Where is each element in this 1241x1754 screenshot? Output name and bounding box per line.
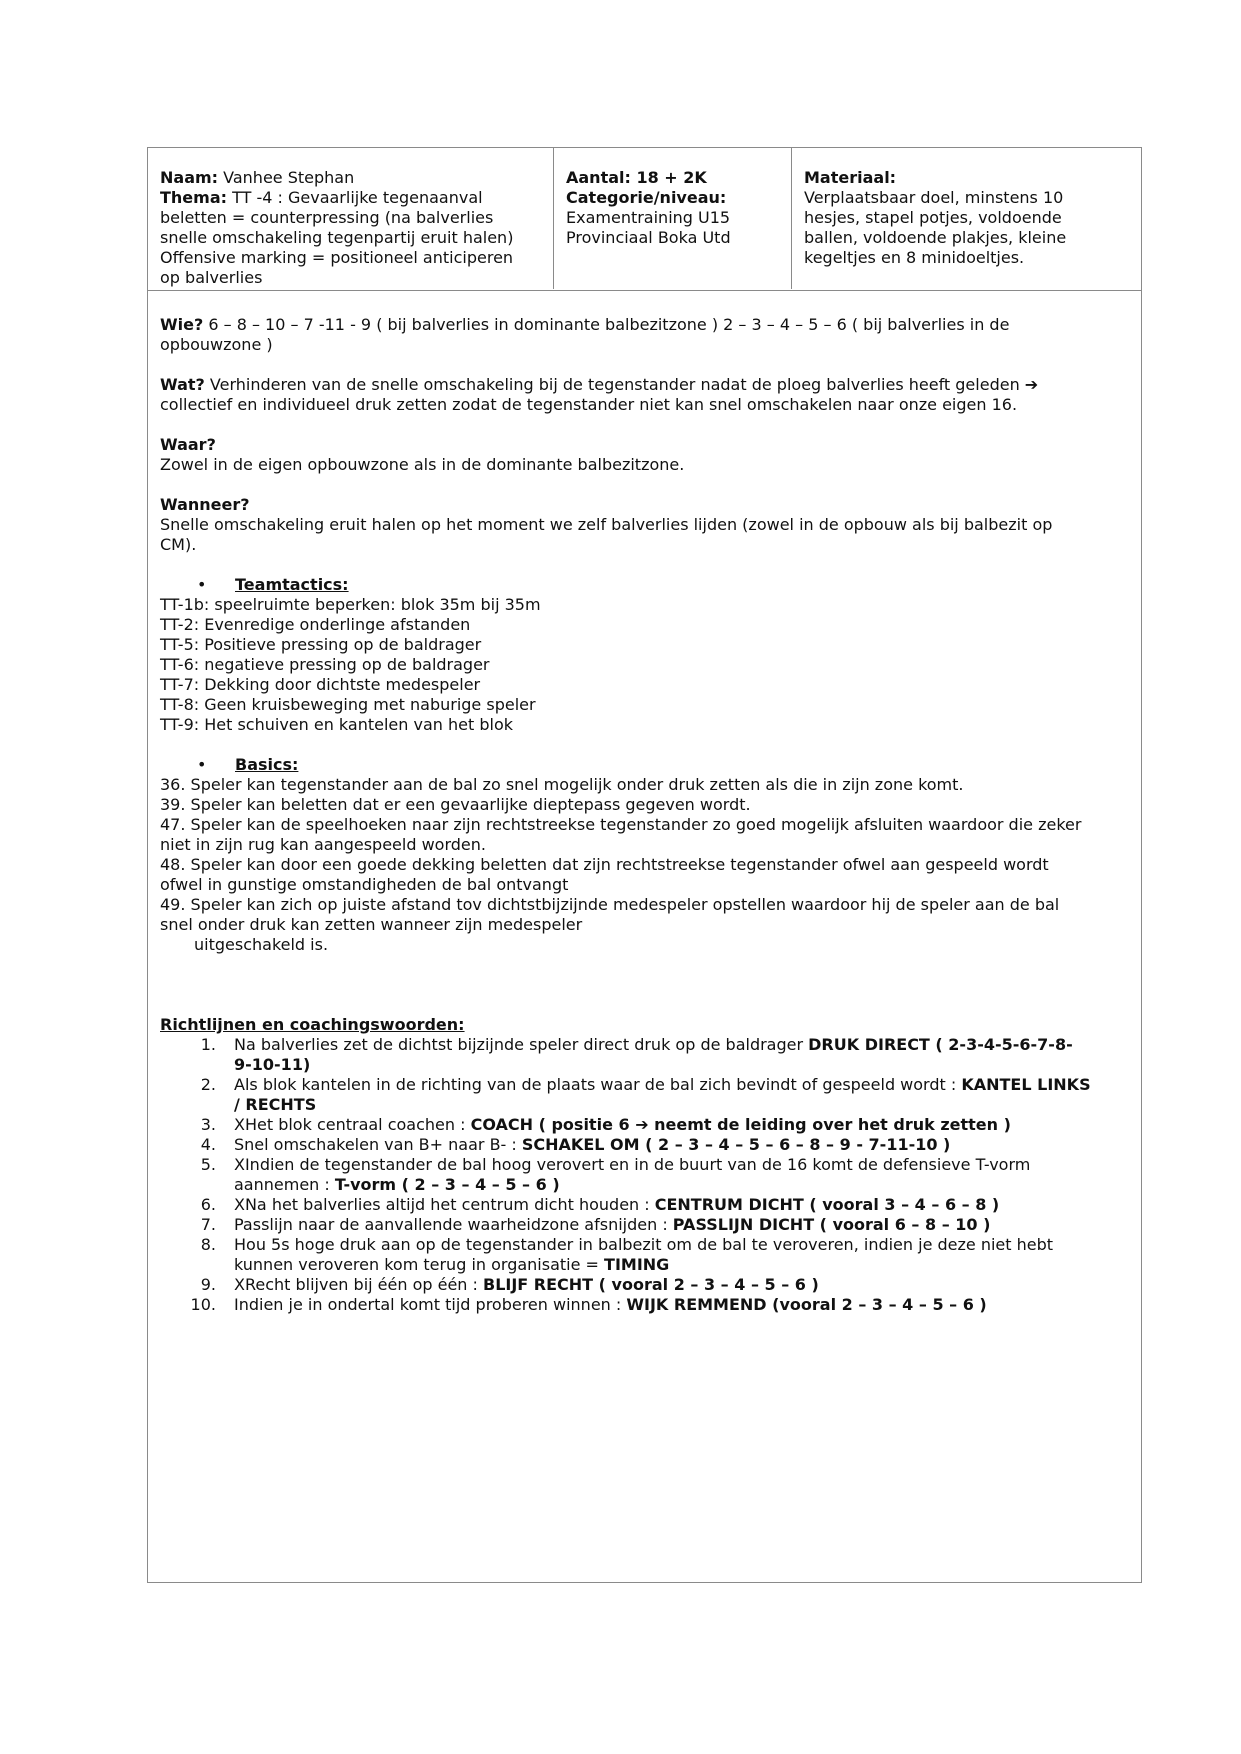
guideline-text: XRecht blijven bij één op één : <box>234 1275 483 1294</box>
bullet-icon: • <box>197 575 207 594</box>
coaching-word: T-vorm ( 2 – 3 – 4 – 5 – 6 ) <box>334 1175 560 1194</box>
guideline-text: Indien je in ondertal komt tijd proberen winnen : <box>234 1295 627 1314</box>
guideline-line <box>234 1075 1130 1095</box>
teamtactics-heading: • Teamtactics: <box>197 575 349 594</box>
guideline-number: 3. <box>200 1115 216 1134</box>
list-item: TT-2: Evenredige onderlinge afstanden <box>160 615 471 634</box>
guideline-text: XIndien de tegenstander de bal hoog verovert en in de buurt van de 16 komt de defensieve T-vorm <box>234 1155 1031 1174</box>
richtlijnen-section <box>160 1015 1130 1315</box>
guideline-number: 1. <box>200 1035 216 1054</box>
guideline-number: 5. <box>200 1155 216 1174</box>
header-col-naam-thema <box>148 148 554 289</box>
wanneer-section: Wanneer? Snelle omschakeling eruit halen op het moment we zelf balverlies lijden (zowel in de opbouw als bij balbezit op CM). <box>160 495 1053 554</box>
guideline-number: 7. <box>200 1215 216 1234</box>
categorie-value: Examentraining U15 <box>566 208 731 227</box>
guideline-item <box>160 1215 1130 1235</box>
naam-line: Naam: Vanhee Stephan <box>160 168 355 187</box>
list-item: 47. Speler kan de speelhoeken naar zijn rechtstreekse tegenstander zo goed mogelijk afsluiten waardoor die zeker <box>160 815 1082 834</box>
coaching-word: BLIJF RECHT ( vooral 2 – 3 – 4 – 5 – 6 ) <box>483 1275 819 1294</box>
form-body <box>160 315 1130 1315</box>
categorie-value: Provinciaal Boka Utd <box>566 228 731 247</box>
coaching-word: PASSLIJN DICHT ( vooral 6 – 8 – 10 ) <box>672 1215 991 1234</box>
thema-line: op balverlies <box>160 268 263 287</box>
materiaal-line: kegeltjes en 8 minidoeltjes. <box>804 248 1025 267</box>
list-item: 49. Speler kan zich op juiste afstand tov dichtstbijzijnde medespeler opstellen waardoor hij de speler aan de bal <box>160 895 1060 914</box>
coaching-word: KANTEL LINKS <box>961 1075 1091 1094</box>
guideline-item <box>160 1115 1130 1135</box>
guideline-number: 10. <box>190 1295 216 1314</box>
materiaal-line: Verplaatsbaar doel, minstens 10 <box>804 188 1064 207</box>
thema-line: Thema: TT -4 : Gevaarlijke tegenaanval <box>160 188 483 207</box>
list-item: TT-5: Positieve pressing op de baldrager <box>160 635 482 654</box>
header-col-aantal <box>554 148 792 289</box>
guideline-item <box>160 1235 1130 1275</box>
categorie-line: Categorie/niveau: <box>566 188 727 207</box>
guideline-number: 2. <box>200 1075 216 1094</box>
guideline-line <box>234 1035 1130 1055</box>
guideline-line <box>234 1175 1130 1195</box>
guideline-text: Hou 5s hoge druk aan op de tegenstander in balbezit om de bal te veroveren, indien je deze niet hebt <box>234 1235 1054 1254</box>
guidelines-list <box>160 1035 1130 1315</box>
guideline-number: 4. <box>200 1135 216 1154</box>
materiaal-label: Materiaal: <box>804 168 897 187</box>
guideline-line <box>234 1195 1130 1215</box>
guideline-text: kunnen veroveren kom terug in organisatie = <box>234 1255 605 1274</box>
coaching-word: TIMING <box>604 1255 670 1274</box>
list-item: TT-6: negatieve pressing op de baldrager <box>160 655 490 674</box>
guideline-item <box>160 1275 1130 1295</box>
guideline-number: 6. <box>200 1195 216 1214</box>
guideline-item <box>160 1035 1130 1075</box>
list-item: niet in zijn rug kan aangespeeld worden. <box>160 835 486 854</box>
training-form <box>147 147 1142 1583</box>
guideline-line <box>234 1235 1130 1255</box>
guideline-line <box>234 1255 1130 1275</box>
coaching-word: SCHAKEL OM ( 2 – 3 – 4 – 5 – 6 – 8 – 9 - 7-11-10 ) <box>521 1135 951 1154</box>
coaching-word: / RECHTS <box>234 1095 317 1114</box>
list-item: ofwel in gunstige omstandigheden de bal ontvangt <box>160 875 569 894</box>
aantal-line: Aantal: 18 + 2K <box>566 168 707 187</box>
guideline-line <box>234 1055 1130 1075</box>
coaching-word: DRUK DIRECT ( 2-3-4-5-6-7-8- <box>808 1035 1073 1054</box>
guideline-item <box>160 1135 1130 1155</box>
richtlijnen-heading: Richtlijnen en coachingswoorden: <box>160 1015 465 1034</box>
guideline-text: XNa het balverlies altijd het centrum dicht houden : <box>234 1195 655 1214</box>
guideline-line <box>234 1295 1130 1315</box>
list-item: TT-1b: speelruimte beperken: blok 35m bij 35m <box>160 595 541 614</box>
guideline-text: XHet blok centraal coachen : <box>234 1115 471 1134</box>
wie-section: Wie? 6 – 8 – 10 – 7 -11 - 9 ( bij balverlies in dominante balbezitzone ) 2 – 3 – 4 – 5 – 6 ( bij balverlies in de opbouwzone ) <box>160 315 1010 354</box>
coaching-word: 9-10-11) <box>234 1055 311 1074</box>
guideline-line <box>234 1215 1130 1235</box>
list-item: 48. Speler kan door een goede dekking beletten dat zijn rechtstreekse tegenstander ofwel aan gespeeld wordt <box>160 855 1049 874</box>
guideline-text: Na balverlies zet de dichtst bijzijnde speler direct druk op de baldrager <box>234 1035 809 1054</box>
list-item: 36. Speler kan tegenstander aan de bal zo snel mogelijk onder druk zetten als die in zijn zone komt. <box>160 775 964 794</box>
waar-section: Waar? Zowel in de eigen opbouwzone als in de dominante balbezitzone. <box>160 435 685 474</box>
list-item: 39. Speler kan beletten dat er een gevaarlijke dieptepass gegeven wordt. <box>160 795 751 814</box>
header-col-materiaal <box>792 148 1141 289</box>
guideline-text: Als blok kantelen in de richting van de plaats waar de bal zich bevindt of gespeeld wordt : <box>234 1075 962 1094</box>
guideline-text: Passlijn naar de aanvallende waarheidzone afsnijden : <box>234 1215 673 1234</box>
materiaal-line: hesjes, stapel potjes, voldoende <box>804 208 1062 227</box>
materiaal-line: ballen, voldoende plakjes, kleine <box>804 228 1067 247</box>
guideline-text: aannemen : <box>234 1175 335 1194</box>
basics-heading: • Basics: <box>197 755 299 774</box>
teamtactics-section <box>160 575 1130 735</box>
guideline-line <box>234 1095 1130 1115</box>
basics-section <box>160 755 1130 955</box>
thema-line: snelle omschakeling tegenpartij eruit halen) <box>160 228 514 247</box>
list-item: uitgeschakeld is. <box>194 935 329 954</box>
thema-line: beletten = counterpressing (na balverlies <box>160 208 494 227</box>
coaching-word: WIJK REMMEND (vooral 2 – 3 – 4 – 5 – 6 ) <box>626 1295 987 1314</box>
guideline-item <box>160 1295 1130 1315</box>
thema-line: Offensive marking = positioneel anticiperen <box>160 248 514 267</box>
guideline-text: Snel omschakelen van B+ naar B- : <box>234 1135 522 1154</box>
bullet-icon: • <box>197 755 207 774</box>
list-item: TT-8: Geen kruisbeweging met naburige speler <box>160 695 536 714</box>
guideline-line <box>234 1135 1130 1155</box>
coaching-word: CENTRUM DICHT ( vooral 3 – 4 – 6 – 8 ) <box>654 1195 1000 1214</box>
list-item: TT-7: Dekking door dichtste medespeler <box>160 675 481 694</box>
guideline-item <box>160 1155 1130 1195</box>
guideline-number: 8. <box>200 1235 216 1254</box>
header-table <box>148 148 1141 291</box>
guideline-line <box>234 1115 1130 1135</box>
guideline-line <box>234 1275 1130 1295</box>
guideline-number: 9. <box>200 1275 216 1294</box>
coaching-word: COACH ( positie 6 ➔ neemt de leiding over het druk zetten ) <box>470 1115 1011 1134</box>
guideline-line <box>234 1155 1130 1175</box>
guideline-item <box>160 1075 1130 1115</box>
wat-section: Wat? Verhinderen van de snelle omschakeling bij de tegenstander nadat de ploeg balverlies heeft geleden ➔ collectief en individueel druk zetten zodat de tegenstander niet kan snel omschakelen naar onze eigen 16. <box>160 375 1039 414</box>
list-item: snel onder druk kan zetten wanneer zijn medespeler <box>160 915 583 934</box>
guideline-item <box>160 1195 1130 1215</box>
list-item: TT-9: Het schuiven en kantelen van het blok <box>160 715 513 734</box>
